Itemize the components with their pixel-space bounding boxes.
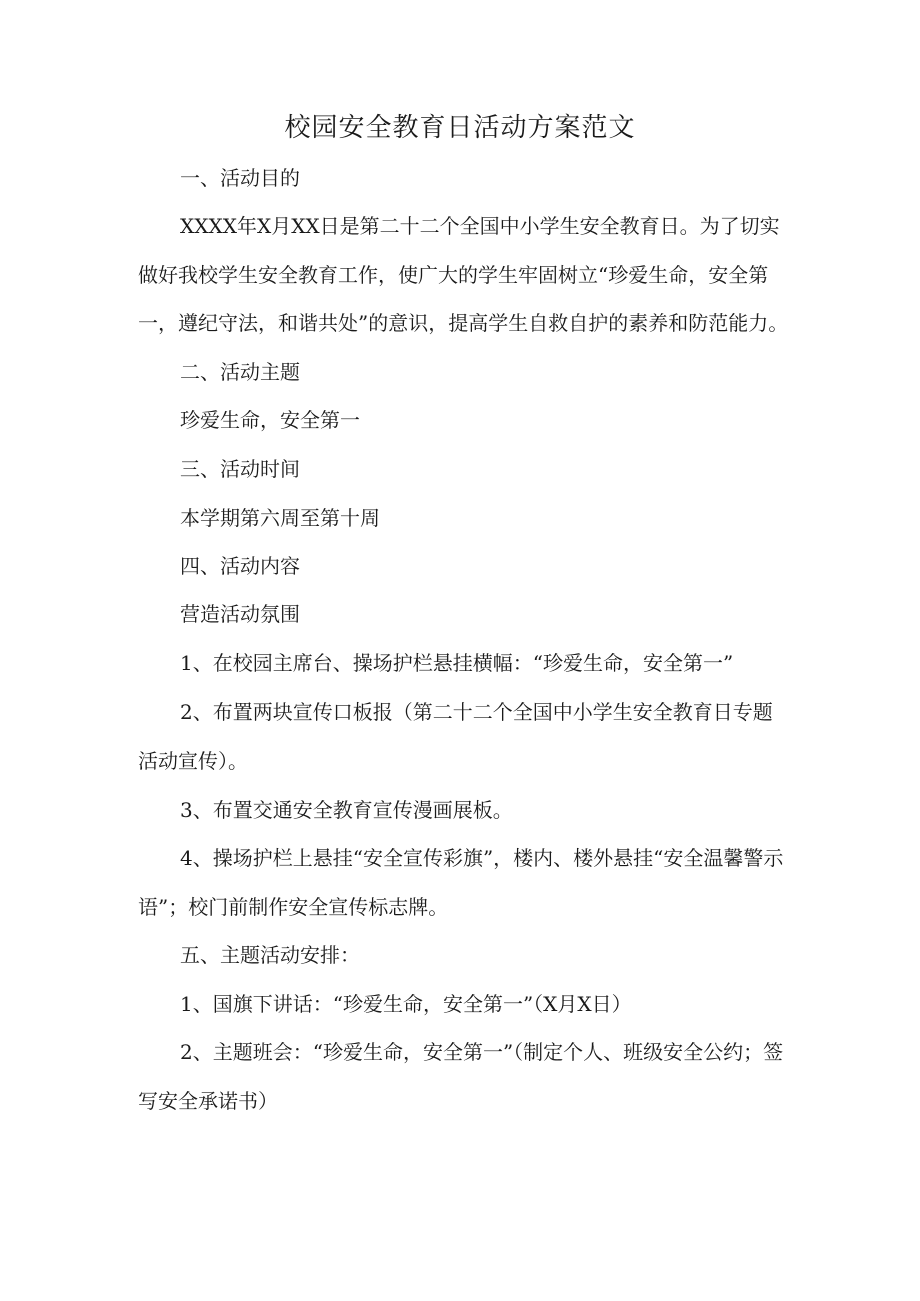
list-item-flags: 4、操场护栏上悬挂“安全宣传彩旗”，楼内、楼外悬挂“安全温馨警示语”；校门前制作安全宣传标志牌。 — [138, 846, 784, 919]
list-item-flag-speech: 1、国旗下讲话：“珍爱生命，安全第一”（X月X日） — [180, 992, 632, 1016]
list-item-banner: 1、在校园主席台、操场护栏悬挂横幅：“珍爱生命，安全第一” — [180, 651, 734, 675]
list-item-class-meeting: 2、主题班会：“珍爱生命，安全第一”（制定个人、班级安全公约；签写安全承诺书） — [138, 1040, 784, 1113]
section-heading-time: 三、活动时间 — [180, 457, 300, 481]
paragraph-time: 本学期第六周至第十周 — [180, 506, 380, 530]
list-item-display-board: 3、布置交通安全教育宣传漫画展板。 — [180, 798, 513, 822]
section-heading-purpose: 一、活动目的 — [180, 166, 300, 190]
document-title: 校园安全教育日活动方案范文 — [284, 113, 636, 143]
section-heading-schedule: 五、主题活动安排： — [180, 943, 360, 967]
paragraph-atmosphere: 营造活动氛围 — [180, 602, 300, 626]
section-heading-theme: 二、活动主题 — [180, 360, 300, 384]
list-item-blackboard: 2、布置两块宣传口板报（第二十二个全国中小学生安全教育日专题活动宣传）。 — [138, 700, 773, 773]
section-heading-content: 四、活动内容 — [180, 554, 300, 578]
paragraph-theme: 珍爱生命，安全第一 — [180, 408, 360, 432]
paragraph-purpose: XXXX年X月XX日是第二十二个全国中小学生安全教育日。为了切实做好我校学生安全教育工作，使广大的学生牢固树立“珍爱生命，安全第一，遵纪守法，和谐共处”的意识，提高学生自救自护的素养和防范能力。 — [138, 214, 789, 335]
